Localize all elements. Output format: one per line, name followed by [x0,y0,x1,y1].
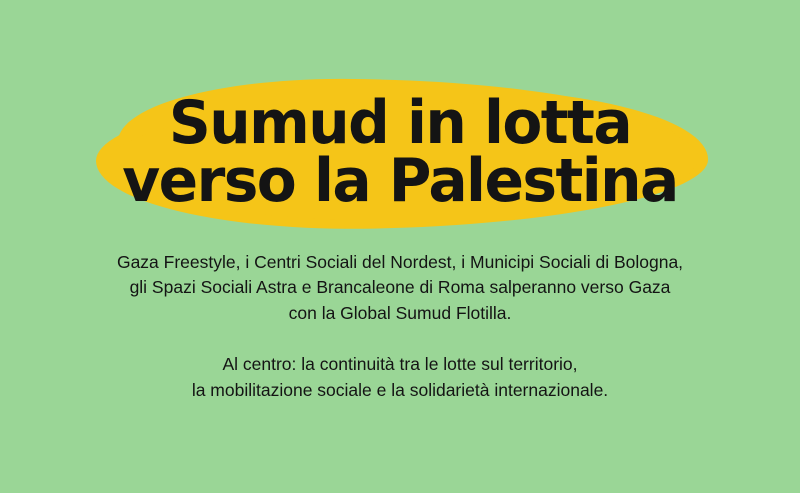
poster-title-line-1: Sumud in lotta [168,88,632,158]
poster-paragraph-1 [0,250,800,326]
paragraph-1-line-1: Gaza Freestyle, i Centri Sociali del Nordest, i Municipi Sociali di Bologna, [116,252,684,272]
paragraph-2-line-1: Al centro: la continuità tra le lotte sul territorio, [222,354,578,375]
poster-title-line-2: verso la Palestina [122,146,678,217]
poster-title [12,78,788,217]
paragraph-2-line-2: la mobilitazione sociale e la solidarietà internazionale. [191,379,609,400]
poster-paragraph-2 [0,352,800,403]
poster-body [0,250,800,403]
paragraph-1-line-2: gli Spazi Sociali Astra e Brancaleone di Roma salperanno verso Gaza [129,277,671,298]
paragraph-1-line-3: con la Global Sumud Flotilla. [288,302,512,323]
title-block [0,78,800,238]
